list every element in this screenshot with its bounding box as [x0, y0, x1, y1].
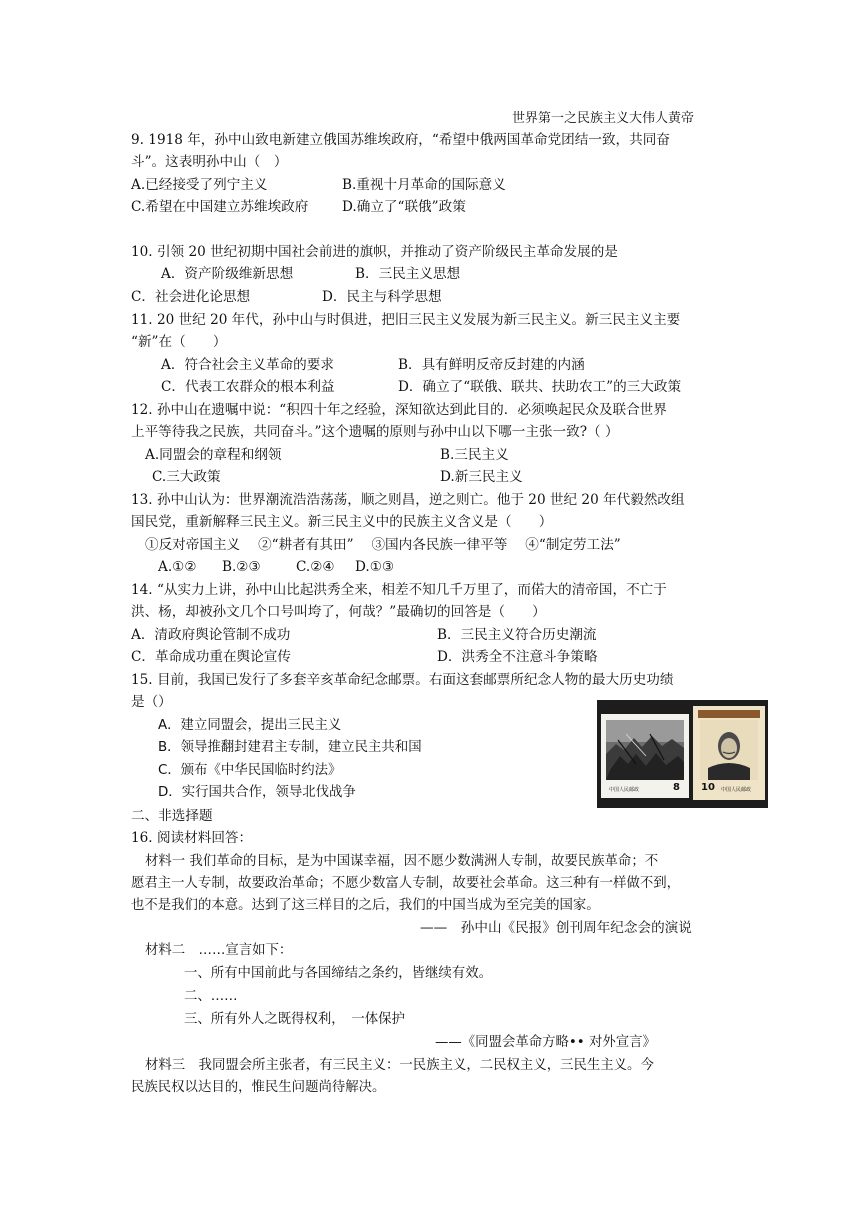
q16-material2-source: ——《同盟会革命方略•• 对外宣言》 [435, 1035, 656, 1050]
q14-stem-line1: 14. “从实力上讲，孙中山比起洪秀全来，相差不知几千万里了，而偌大的清帝国，不亡于 [131, 582, 667, 598]
q15-stem-line2: 是（） [131, 694, 172, 710]
q11-option-b: B．具有鲜明反帝反封建的内涵 [398, 357, 585, 373]
q15-stem-line1: 15. 目前，我国已发行了多套辛亥革命纪念邮票。右面这套邮票所纪念人物的最大历史功绩 [131, 672, 674, 688]
stamp-right-top-band [698, 710, 760, 718]
stamp-right-caption: 中国人民邮政 [721, 787, 752, 793]
q16-material2-line4: 三、所有外人之既得权利， 一体保护 [184, 1012, 405, 1027]
q15-option-b: B．领导推翻封建君主专制，建立民主共和国 [158, 740, 422, 755]
q13-items: ①反对帝国主义 ②“耕者有其田” ③国内各民族一律平等 ④“制定劳工法” [145, 537, 621, 553]
q16-material3-line1: 材料三 我同盟会所主张者，有三民主义：一民族主义，二民权主义，三民生主义。今 [145, 1058, 654, 1073]
q11-option-c: C．代表工农群众的根本利益 [161, 379, 335, 395]
q15-option-a: A．建立同盟会，提出三民主义 [158, 718, 342, 733]
stamp-right-value: 10 [701, 782, 715, 793]
q12-option-a: A.同盟会的章程和纲领 [145, 447, 282, 463]
q14-option-a: A．清政府舆论管制不成功 [131, 627, 291, 643]
q16-material3-line2: 民族民权以达目的，惟民生问题尚待解决。 [131, 1080, 386, 1095]
q16-material2-line3: 二、…… [184, 989, 238, 1004]
commemorative-stamps-image [597, 700, 768, 808]
q9-option-a: A.已经接受了列宁主义 [131, 177, 268, 193]
header-right: 世界第一之民族主义大伟人黄帝 [512, 111, 695, 126]
q11-option-a: A．符合社会主义革命的要求 [161, 357, 334, 373]
q16-material1-line3: 也不是我们的本意。达到了这三样目的之后，我们的中国当成为至完美的国家。 [131, 898, 600, 913]
q13-stem-line2: 国民党，重新解释三民主义。新三民主义中的民族主义含义是（ ） [131, 514, 553, 530]
q13-option-d: D.①③ [355, 559, 395, 575]
q16-material1-line1: 材料一 我们革命的目标，是为中国谋幸福，因不愿少数满洲人专制，故要民族革命；不 [145, 854, 659, 869]
q16-material2-line2: 一、所有中国前此与各国缔结之条约，皆继续有效。 [184, 966, 492, 981]
q10-option-b: B．三民主义思想 [355, 266, 461, 282]
q11-option-d: D．确立了“联俄、联共、扶助农工”的三大政策 [398, 379, 682, 395]
q14-option-d: D．洪秀全不注意斗争策略 [437, 649, 598, 665]
q10-option-a: A．资产阶级维新思想 [161, 266, 294, 282]
q9-option-b: B.重视十月革命的国际意义 [342, 177, 506, 193]
q11-stem-line2: “新”在（ ） [131, 334, 227, 350]
q12-option-d: D.新三民主义 [440, 469, 523, 485]
q10-stem: 10. 引领 20 世纪初期中国社会前进的旗帜，并推动了资产阶级民主革命发展的是 [131, 244, 618, 260]
q12-stem-line1: 12. 孙中山在遗嘱中说：“积四十年之经验，深知欲达到此目的．必须唤起民众及联合世界 [131, 402, 667, 418]
stamp-left [601, 714, 689, 798]
q13-option-b: B.②③ [222, 559, 261, 575]
q16-material2-line1: 材料二 ……宣言如下： [145, 943, 293, 958]
q13-option-a: A.①② [158, 559, 197, 575]
stamp-right-portrait [700, 720, 758, 780]
q10-option-d: D．民主与科学思想 [322, 289, 442, 305]
q13-option-c: C.②④ [296, 559, 335, 575]
q9-option-d: D.确立了“联俄”政策 [342, 199, 466, 215]
q14-stem-line2: 洪、杨，却被孙文几个口号叫垮了，何哉？”最确切的回答是（ ） [131, 604, 546, 620]
q15-option-d: D．实行国共合作，领导北伐战争 [158, 785, 356, 800]
q14-option-c: C．革命成功重在舆论宣传 [131, 649, 291, 665]
q9-option-c: C.希望在中国建立苏维埃政府 [131, 199, 309, 215]
q16-material1-source: —— 孙中山《民报》创刊周年纪念会的演说 [420, 920, 692, 936]
q16-stem: 16. 阅读材料回答： [131, 830, 253, 846]
stamp-left-value: 8 [673, 782, 680, 793]
q12-option-c: C.三大政策 [152, 469, 221, 485]
section-title-nonchoice: 二、非选择题 [131, 808, 213, 824]
q10-option-c: C．社会进化论思想 [131, 289, 251, 305]
q13-stem-line1: 13. 孙中山认为：世界潮流浩浩荡荡，顺之则昌，逆之则亡。他于 20 世纪 20 年代毅然改组 [131, 492, 685, 508]
q9-stem-line2: 斗”。这表明孙中山（ ） [131, 154, 288, 170]
q12-stem-line2: 上平等待我之民族，共同奋斗。”这个遗嘱的原则与孙中山以下哪一主张一致?（ ） [131, 424, 619, 440]
q11-stem-line1: 11. 20 世纪 20 年代，孙中山与时俱进，把旧三民主义发展为新三民主义。新三民主义主要 [131, 312, 681, 328]
stamp-left-caption: 中国人民邮政 [609, 787, 640, 793]
q9-stem-line1: 9. 1918 年，孙中山致电新建立俄国苏维埃政府，“希望中俄两国革命党团结一致，共同奋 [131, 132, 670, 148]
stamp-left-battle-scene [606, 720, 684, 780]
q15-option-c: C．颁布《中华民国临时约法》 [158, 763, 342, 778]
q12-option-b: B.三民主义 [440, 447, 509, 463]
q16-material1-line2: 愿君主一人专制，故要政治革命；不愿少数富人专制，故要社会革命。这三种有一样做不到， [131, 876, 681, 891]
stamp-right [693, 706, 765, 800]
q14-option-b: B．三民主义符合历史潮流 [437, 627, 597, 643]
